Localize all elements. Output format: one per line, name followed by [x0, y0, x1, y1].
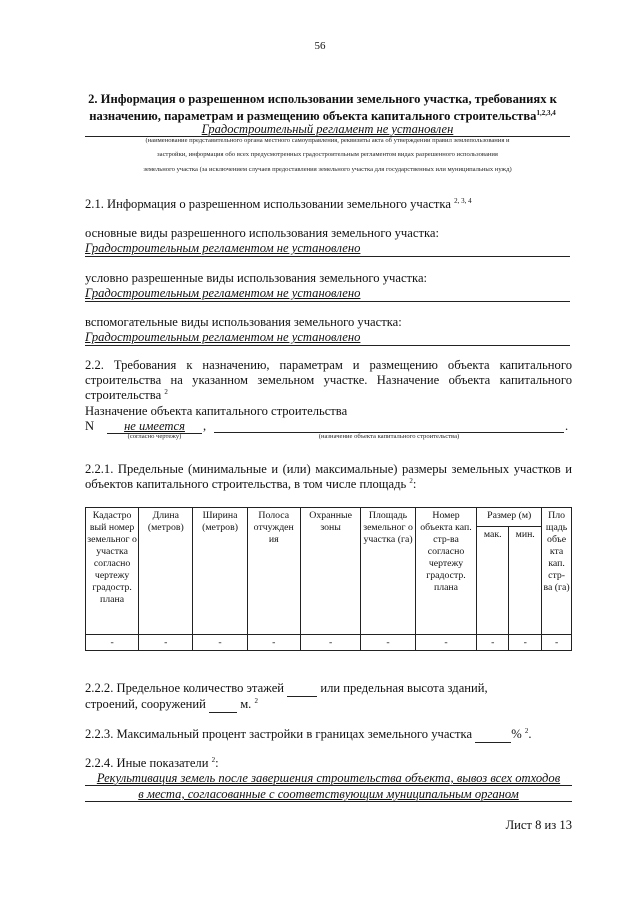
conditional-use-label: условно разрешенные виды использования земельного участка:: [85, 271, 428, 285]
conditional-use-value: Градостроительным регламентом не установлено: [85, 286, 361, 300]
meters-unit: м.: [240, 697, 252, 712]
section-2-2-2-line-1: [85, 681, 488, 697]
regulation-caption-2: застройки, информация обо всех предусмотренных градостроительным регламентом видах разрешенного использования: [157, 151, 498, 158]
header-size-min: мин.: [509, 527, 542, 635]
header-size-max: мак.: [477, 527, 509, 635]
n-field: [107, 419, 202, 434]
main-use-label: основные виды разрешенного использования земельного участка:: [85, 226, 439, 240]
header-exclusion-strip: Полоса отчужден ия: [247, 508, 300, 635]
table-cell: -: [247, 635, 300, 651]
section-2-2-1-line-2: объектов капитального строительства, в том числе площадь $^2$:: [85, 477, 417, 492]
purpose-period: .: [565, 419, 569, 433]
section-2-1-title-text: 2.1. Информация о разрешенном использовании земельного участка: [85, 197, 451, 212]
section-2-2-2-line-2: [85, 697, 258, 713]
table-row: [86, 635, 572, 651]
coverage-fill: [475, 727, 511, 743]
table-cell: -: [415, 635, 477, 651]
table-cell: -: [542, 635, 572, 651]
table-cell: -: [477, 635, 509, 651]
percent-sign: %: [511, 727, 522, 742]
sheet-number: Лист 8 из 13: [505, 818, 572, 832]
section-2-2-line-3: [85, 388, 168, 403]
auxiliary-use-field: [85, 330, 570, 346]
header-width: Ширина (метров): [193, 508, 247, 635]
header-protected-zones: Охранные зоны: [300, 508, 361, 635]
table-cell: -: [509, 635, 542, 651]
height-fill: [209, 697, 237, 713]
section-2-2-line-2: строительства на указанном земельном участке. Назначение объекта капитального: [85, 373, 572, 387]
main-use-field: [85, 241, 570, 257]
header-cadastral-number: Кадастро вый номер земельног о участка согласно чертежу градостр. плана: [86, 508, 139, 635]
table-cell: -: [86, 635, 139, 651]
n-caption: (согласно чертежу): [127, 433, 182, 440]
section-2-2-1-line-2-text: объектов капитального строительства, в том числе площадь: [85, 477, 407, 492]
section-2-2-line-1: 2.2. Требования к назначению, параметрам и размещению объекта капитального: [85, 358, 572, 372]
section-2-2-1-line-1: 2.2.1. Предельные (минимальные и (или) максимальные) размеры земельных участков и: [85, 462, 572, 476]
structures-label: строений, сооружений: [85, 697, 206, 712]
section-2-2-2-footnote: 2: [254, 697, 258, 705]
table-cell: -: [193, 635, 247, 651]
section-heading-text: 2. Информация о разрешенном использовании земельного участка, требованиях к назначению, параметрам и размещению объекта капитального строительства: [88, 92, 557, 124]
regulation-caption-1: (наименование представительного органа местного самоуправления, реквизиты акта об утверждении правил землепользования и: [145, 137, 510, 144]
section-2-1-footnote: 2, 3, 4: [454, 197, 472, 205]
other-indicators-value-1: Рекультивация земель после завершения строительства объекта, вывоз всех отходов: [96, 771, 561, 785]
regulation-value: [85, 122, 570, 137]
table-cell: -: [139, 635, 193, 651]
n-label: N: [85, 419, 95, 433]
main-use-value: Градостроительным регламентом не установлено: [85, 241, 361, 255]
height-label: или предельная высота зданий,: [320, 681, 488, 695]
conditional-use-field: [85, 286, 570, 302]
section-heading: [70, 92, 575, 123]
n-value: не имеется: [124, 419, 185, 433]
floors-fill: [287, 681, 317, 697]
section-2-2-1-footnote: 2: [409, 477, 413, 485]
section-heading-footnote: 1,2,3,4: [536, 109, 556, 117]
auxiliary-use-value: Градостроительным регламентом не установлено: [85, 330, 361, 344]
purpose-label: Назначение объекта капитального строительства: [85, 404, 348, 418]
section-2-2-4-title: 2.2.4. Иные показатели $^2$:: [85, 756, 219, 771]
table-header-row: [86, 508, 572, 527]
header-object-number: Номер объекта кап. стр-ва согласно чертежу градостр. плана: [415, 508, 477, 635]
header-size: Размер (м): [477, 508, 542, 527]
section-2-2-3-footnote: 2: [524, 727, 529, 735]
section-2-2-4-footnote: 2: [211, 756, 216, 764]
other-indicators-label: 2.2.4. Иные показатели: [85, 756, 209, 771]
other-indicators-value-2: в места, согласованные с соответствующим муниципальным органом: [138, 787, 519, 801]
header-object-area: Пло щадь объе кта кап. стр- ва (га): [542, 508, 572, 635]
floors-label: 2.2.2. Предельное количество этажей: [85, 681, 285, 695]
section-2-2-3: 2.2.3. Максимальный процент застройки в границах земельного участка % $^2$.: [85, 727, 532, 742]
header-plot-area: Площадь земельног о участка (га): [361, 508, 415, 635]
table-cell: -: [361, 635, 415, 651]
auxiliary-use-label: вспомогательные виды использования земельного участка:: [85, 315, 402, 329]
other-indicators-line-1: [85, 771, 572, 786]
section-2-2-line-3-text: строительства: [85, 388, 162, 403]
n-comma: ,: [203, 419, 207, 433]
regulation-caption-3: земельного участка (за исключением случаев предоставления земельного участка для государственных или муниципальных нужд): [143, 166, 512, 173]
other-indicators-line-2: [85, 787, 572, 802]
section-2-1-title: [85, 197, 472, 212]
header-length: Длина (метров): [139, 508, 193, 635]
coverage-label: 2.2.3. Максимальный процент застройки в границах земельного участка: [85, 727, 473, 742]
section-2-2-footnote: 2: [164, 388, 168, 396]
purpose-caption: (назначение объекта капитального строительства): [318, 433, 460, 440]
dimensions-table: [85, 507, 572, 651]
page-number: 56: [314, 40, 326, 52]
regulation-value-text: Градостроительный регламент не установлен: [201, 122, 454, 136]
table-cell: -: [300, 635, 361, 651]
